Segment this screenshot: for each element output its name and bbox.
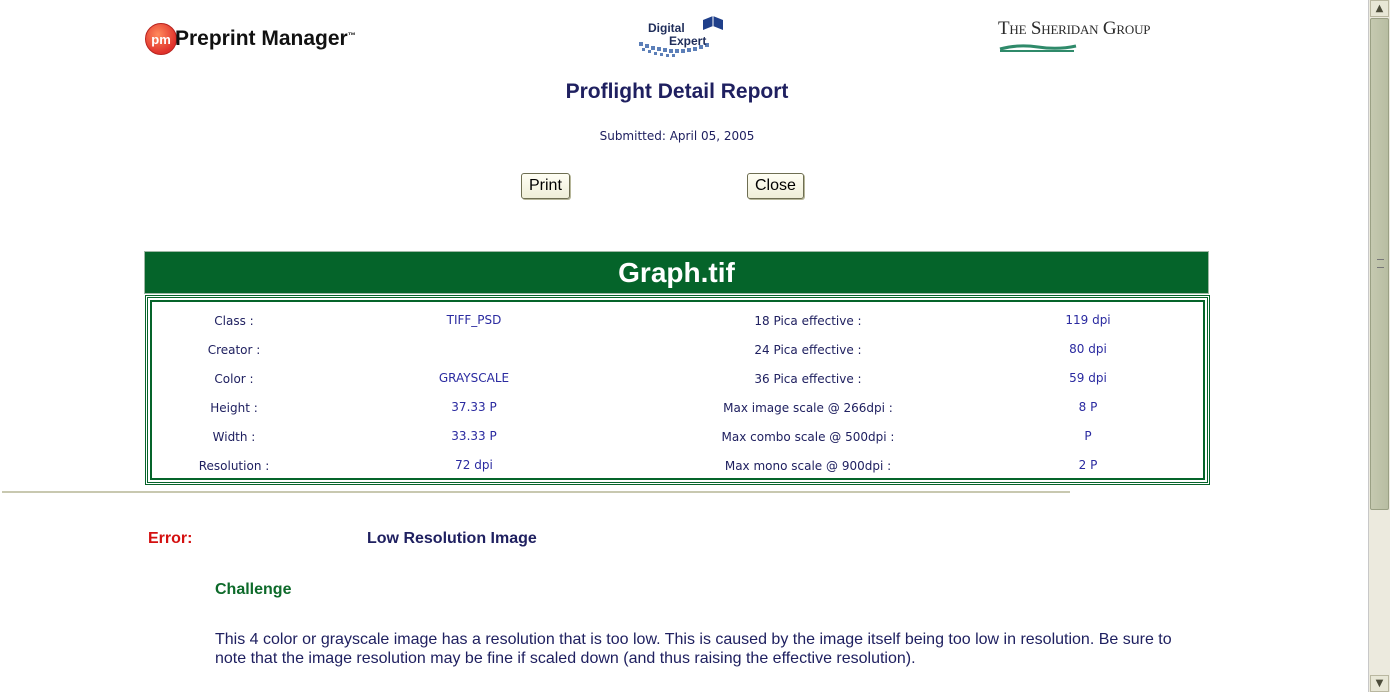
section-divider bbox=[2, 491, 1070, 493]
sheridan-group-text: The Sheridan Group bbox=[998, 18, 1151, 39]
detail-value: 119 dpi bbox=[1065, 313, 1111, 327]
scrollbar-thumb[interactable] bbox=[1370, 18, 1389, 510]
pm-badge: pm bbox=[145, 23, 177, 55]
detail-label: Width : bbox=[212, 430, 256, 444]
detail-label: 24 Pica effective : bbox=[754, 343, 862, 357]
grip-icon bbox=[1377, 259, 1384, 268]
detail-label: Max image scale @ 266dpi : bbox=[723, 401, 893, 415]
digital-expert-logo bbox=[633, 12, 728, 62]
error-label: Error: bbox=[148, 530, 193, 547]
detail-label: Max mono scale @ 900dpi : bbox=[724, 459, 892, 473]
detail-label: 18 Pica effective : bbox=[754, 314, 862, 328]
digital-expert-line1: Digital bbox=[648, 21, 685, 35]
detail-label: Creator : bbox=[207, 343, 261, 357]
detail-value: 59 dpi bbox=[1069, 371, 1107, 385]
preprint-manager-logo bbox=[145, 22, 356, 56]
detail-value: 80 dpi bbox=[1069, 342, 1107, 356]
print-button[interactable]: Print bbox=[521, 173, 570, 199]
vertical-scrollbar[interactable] bbox=[1369, 0, 1390, 692]
close-button[interactable]: Close bbox=[747, 173, 804, 199]
chevron-up-icon: ▲ bbox=[1375, 3, 1384, 14]
detail-value: TIFF_PSD bbox=[446, 313, 502, 327]
sheridan-group-logo bbox=[998, 18, 1213, 58]
sheridan-swoosh-icon bbox=[998, 43, 1078, 53]
detail-value: 2 P bbox=[1078, 458, 1098, 472]
image-details-panel bbox=[145, 295, 1210, 485]
scroll-up-button[interactable] bbox=[1370, 0, 1389, 17]
detail-label: Max combo scale @ 500dpi : bbox=[721, 430, 895, 444]
detail-value: 33.33 P bbox=[451, 429, 497, 443]
detail-value: P bbox=[1084, 429, 1092, 443]
submitted-date: Submitted: April 05, 2005 bbox=[599, 129, 755, 143]
detail-value: GRAYSCALE bbox=[438, 371, 510, 385]
challenge-description: This 4 color or grayscale image has a resolution that is too low. This is caused by the image itself being too low in resolution. Be sure to note that the image resolution may be fine if scaled down (and thus raising the effective resolution). bbox=[215, 631, 1172, 667]
detail-value: 37.33 P bbox=[451, 400, 497, 414]
file-name-header: Graph.tif bbox=[144, 251, 1209, 294]
page-title: Proflight Detail Report bbox=[565, 80, 789, 103]
error-message: Low Resolution Image bbox=[367, 530, 537, 547]
detail-value: 72 dpi bbox=[455, 458, 493, 472]
detail-label: Class : bbox=[214, 314, 254, 328]
chevron-down-icon: ▼ bbox=[1375, 678, 1384, 689]
scroll-down-button[interactable] bbox=[1370, 675, 1389, 692]
image-details-inner bbox=[150, 300, 1205, 480]
detail-value: 8 P bbox=[1078, 400, 1098, 414]
detail-label: Color : bbox=[214, 372, 254, 386]
challenge-heading: Challenge bbox=[215, 581, 292, 598]
preprint-manager-text: Preprint Manager™ bbox=[175, 27, 356, 50]
detail-label: Resolution : bbox=[198, 459, 270, 473]
detail-label: 36 Pica effective : bbox=[754, 372, 862, 386]
detail-label: Height : bbox=[210, 401, 258, 415]
digital-expert-line2: Expert bbox=[669, 34, 707, 48]
